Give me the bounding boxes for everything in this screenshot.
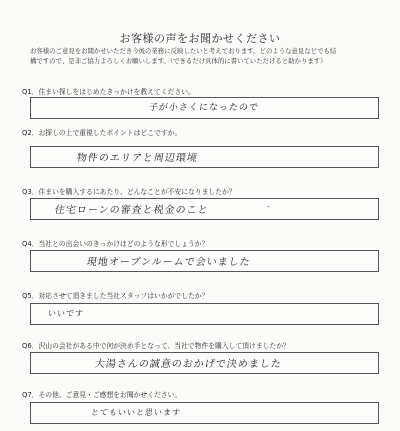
question-6-label: Q6．沢山の会社がある中で何が決め手となって、当社で物件を購入して頂けましたか？	[22, 342, 290, 350]
answer-7-text: とてもいいと思います	[90, 408, 182, 417]
answer-6-box[interactable]	[30, 352, 379, 374]
answer-5-text: いいです	[47, 309, 85, 318]
page-title: お客様の声をお聞かせください	[119, 32, 281, 45]
intro-text	[30, 46, 376, 66]
answer-6-text: 大湯さんの誠意のおかげで決めました	[93, 359, 283, 370]
question-1-label: Q1．住まい探しをはじめたきっかけを教えてください。	[22, 88, 195, 96]
dash-mark: -	[267, 202, 270, 211]
answer-1-text: 子が小さくになったので	[148, 103, 260, 113]
question-5-label: Q5．対応させて頂きました当社スタッフはいかがでしたか？	[22, 292, 209, 300]
answer-2-text: 物件のエリアと周辺環境	[75, 153, 199, 164]
answer-4-text: 現地オープンルームで会いました	[85, 257, 252, 268]
answer-2-box[interactable]	[30, 146, 379, 168]
answer-4-box[interactable]	[30, 250, 379, 272]
answer-3-box[interactable]	[30, 198, 379, 220]
answer-7-box[interactable]	[30, 402, 379, 424]
question-4-label: Q4．当社との出会いのきっかけはどのような形でしょうか？	[22, 240, 209, 248]
answer-5-box[interactable]	[30, 303, 379, 325]
question-3-label: Q3．住まいを購入するにあたり、どんなことが不安になりましたか？	[22, 188, 236, 196]
intro-line-1: お客様のご意見をお聞かせいただき今後の業務に反映したいと考えております。どのような意見などでも結	[30, 47, 337, 55]
answer-3-text: 住宅ローンの審査と税金のこと	[53, 205, 210, 216]
answer-1-box[interactable]	[30, 97, 379, 119]
question-2-label: Q2．お探しの上で重視したポイントはどこですか。	[22, 129, 182, 137]
intro-line-2: 構ですので、是非ご協力よろしくお願いします。（できるだけ具体的に書いていただけると助かります）	[30, 57, 327, 65]
question-7-label: Q7．その他、ご意見・ご感想をお聞かせください。	[22, 391, 182, 399]
